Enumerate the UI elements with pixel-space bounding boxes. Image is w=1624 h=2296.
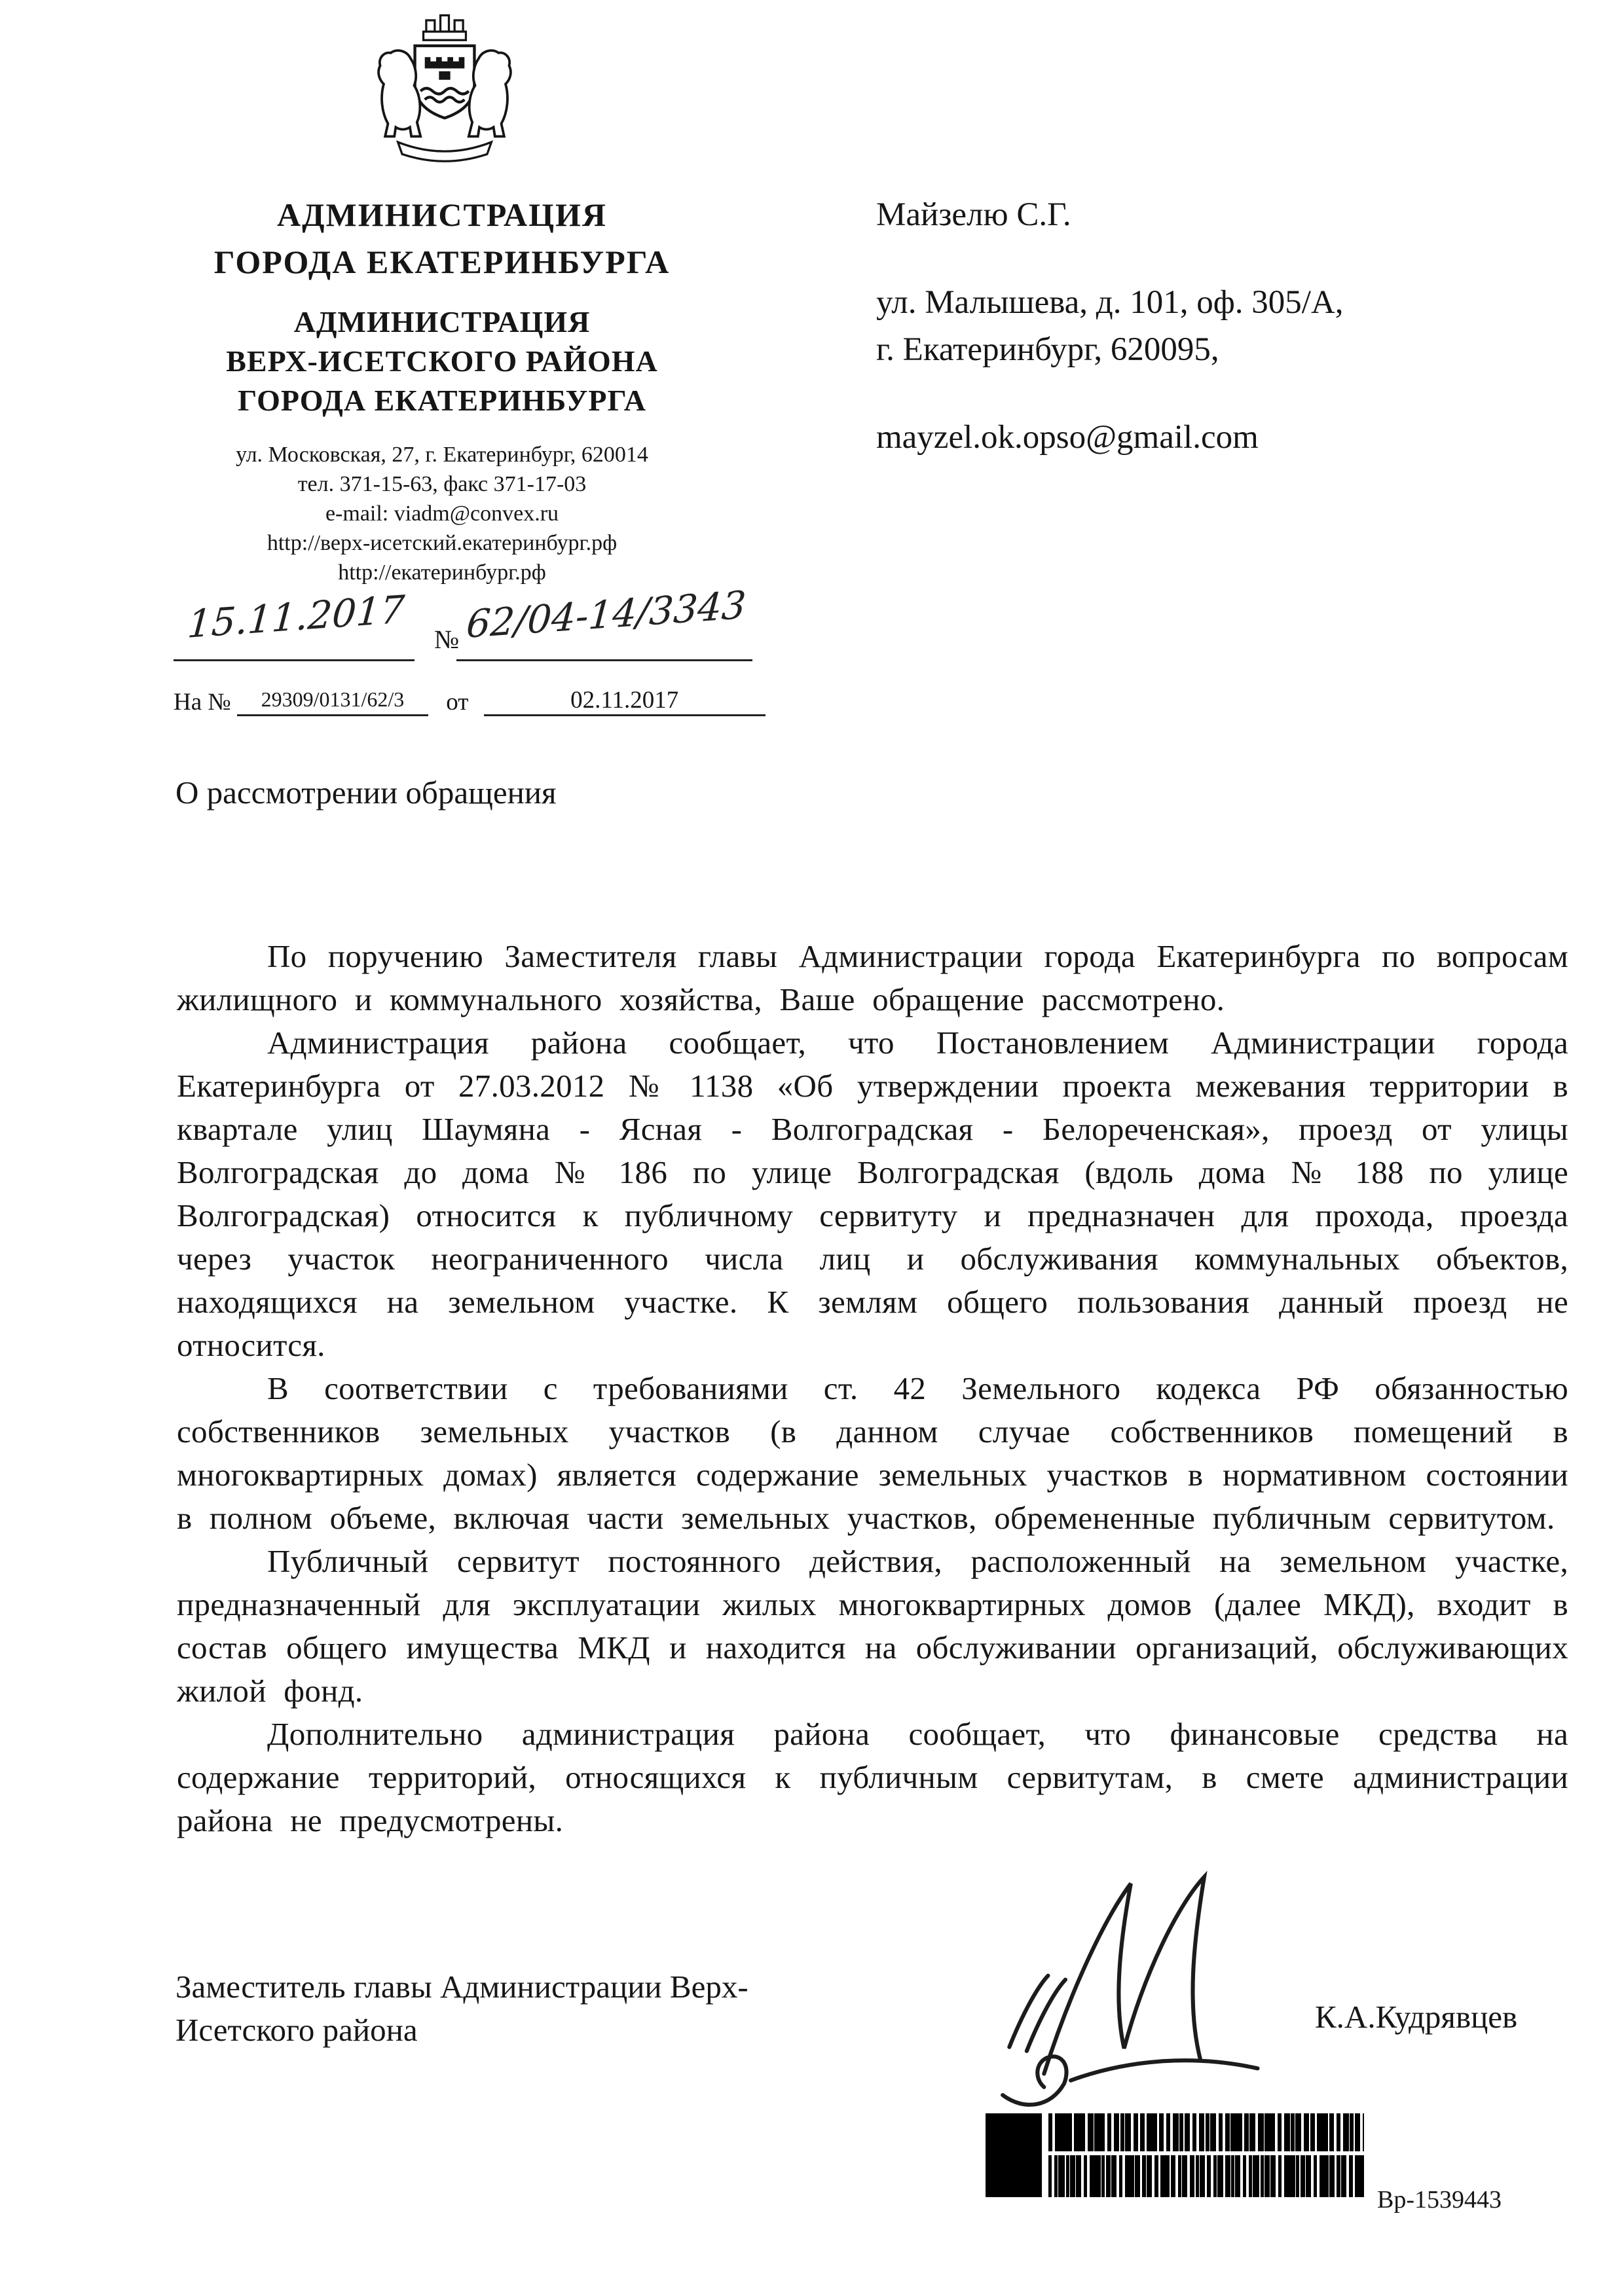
recipient-name: Майзелю С.Г. xyxy=(876,196,1071,233)
barcode-row-bottom xyxy=(1048,2155,1364,2197)
outgoing-date-handwritten: 15.11.2017 xyxy=(185,587,407,647)
letterhead xyxy=(111,191,773,587)
barcode-start-block xyxy=(986,2113,1042,2197)
letter-body xyxy=(177,935,1568,1842)
org-name-primary-line2: ГОРОДА ЕКАТЕРИНБУРГА xyxy=(213,244,671,280)
incoming-number: 29309/0131/62/3 xyxy=(237,687,428,716)
outgoing-date-field xyxy=(174,587,415,661)
letterhead-contact xyxy=(111,440,773,587)
number-sign: № xyxy=(434,625,460,654)
signatory-position-line1: Заместитель главы Администрации Верх- xyxy=(175,1969,748,2005)
letterhead-url-district: http://верх-исетский.екатеринбург.рф xyxy=(267,531,618,555)
signatory-position xyxy=(175,1965,748,2052)
org-name-secondary-line3: ГОРОДА ЕКАТЕРИНБУРГА xyxy=(238,384,646,417)
letterhead-address: ул. Московская, 27, г. Екатеринбург, 620014 xyxy=(236,443,648,467)
body-paragraph: Администрация района сообщает, что Постановлением Администрации города Екатеринбурга от 27.03.2012 № 1138 «Об утверждении проекта межевания территории в квартале улиц Шаумяна - Ясная - Волгоградская - Белореченская», проезд от улицы Волгоградская до дома № 186 по улице Волгоградская (вдоль дома № 188 по улице Волгоградская) относится к публичному сервитуту и предназначен для прохода, проезда через участок неограниченного числа лиц и обслуживания коммунальных объектов, находящихся на земельном участке. К землям общего пользования данный проезд не относится. xyxy=(177,1025,1568,1363)
org-name-secondary-line1: АДМИНИСТРАЦИЯ xyxy=(293,305,591,338)
incoming-reference-row xyxy=(174,686,766,716)
recipient-address-line2: г. Екатеринбург, 620095, xyxy=(876,331,1219,368)
ot-label: от xyxy=(446,689,469,716)
recipient-address-line1: ул. Малышева, д. 101, оф. 305/А, xyxy=(876,284,1344,321)
signatory-position-line2: Исетского района xyxy=(175,2012,418,2048)
body-paragraph: По поручению Заместителя главы Администрации города Екатеринбурга по вопросам жилищного и коммунального хозяйства, Ваше обращение рассмотрено. xyxy=(177,938,1568,1017)
letterhead-email: e-mail: viadm@convex.ru xyxy=(325,501,559,526)
incoming-date: 02.11.2017 xyxy=(484,686,766,716)
registration-barcode xyxy=(986,2113,1364,2197)
org-name-primary xyxy=(111,191,773,285)
letterhead-phone-fax: тел. 371-15-63, факс 371-17-03 xyxy=(297,472,587,496)
outgoing-number-field xyxy=(456,582,752,661)
org-name-secondary xyxy=(111,302,773,420)
letterhead-url-city: http://екатеринбург.рф xyxy=(338,560,546,585)
subject-line: О рассмотрении обращения xyxy=(175,774,557,811)
signatory-name: К.А.Кудрявцев xyxy=(1315,1999,1518,2035)
outgoing-reference-row xyxy=(174,582,776,661)
body-paragraph: Дополнительно администрация района сообщает, что финансовые средства на содержание территорий, относящихся к публичным сервитутам, в смете администрации района не предусмотрены. xyxy=(177,1716,1568,1838)
org-name-primary-line1: АДМИНИСТРАЦИЯ xyxy=(277,196,607,233)
body-paragraph: В соответствии с требованиями ст. 42 Земельного кодекса РФ обязанностью собственников земельных участков (в данном случае собственников помещений в многоквартирных домах) является содержание земельных участков в нормативном состоянии в полном объеме, включая части земельных участков, обремененные публичным сервитутом. xyxy=(177,1370,1568,1536)
na-no-label: На № xyxy=(174,689,231,716)
body-paragraph: Публичный сервитут постоянного действия, расположенный на земельном участке, предназначенный для эксплуатации жилых многоквартирных домов (далее МКД), входит в состав общего имущества МКД и находится на обслуживании организаций, обслуживающих жилой фонд. xyxy=(177,1543,1568,1709)
recipient-email: mayzel.ok.opso@gmail.com xyxy=(876,419,1259,456)
recipient-block xyxy=(876,191,1344,461)
barcode-label: Вр-1539443 xyxy=(1377,2186,1502,2214)
coat-of-arms-icon xyxy=(373,12,516,168)
org-name-secondary-line2: ВЕРХ-ИСЕТСКОГО РАЙОНА xyxy=(226,344,658,378)
outgoing-number-handwritten: 62/04-14/3343 xyxy=(465,582,748,647)
handwritten-signature xyxy=(963,1846,1310,2128)
barcode-row-top xyxy=(1048,2113,1364,2151)
